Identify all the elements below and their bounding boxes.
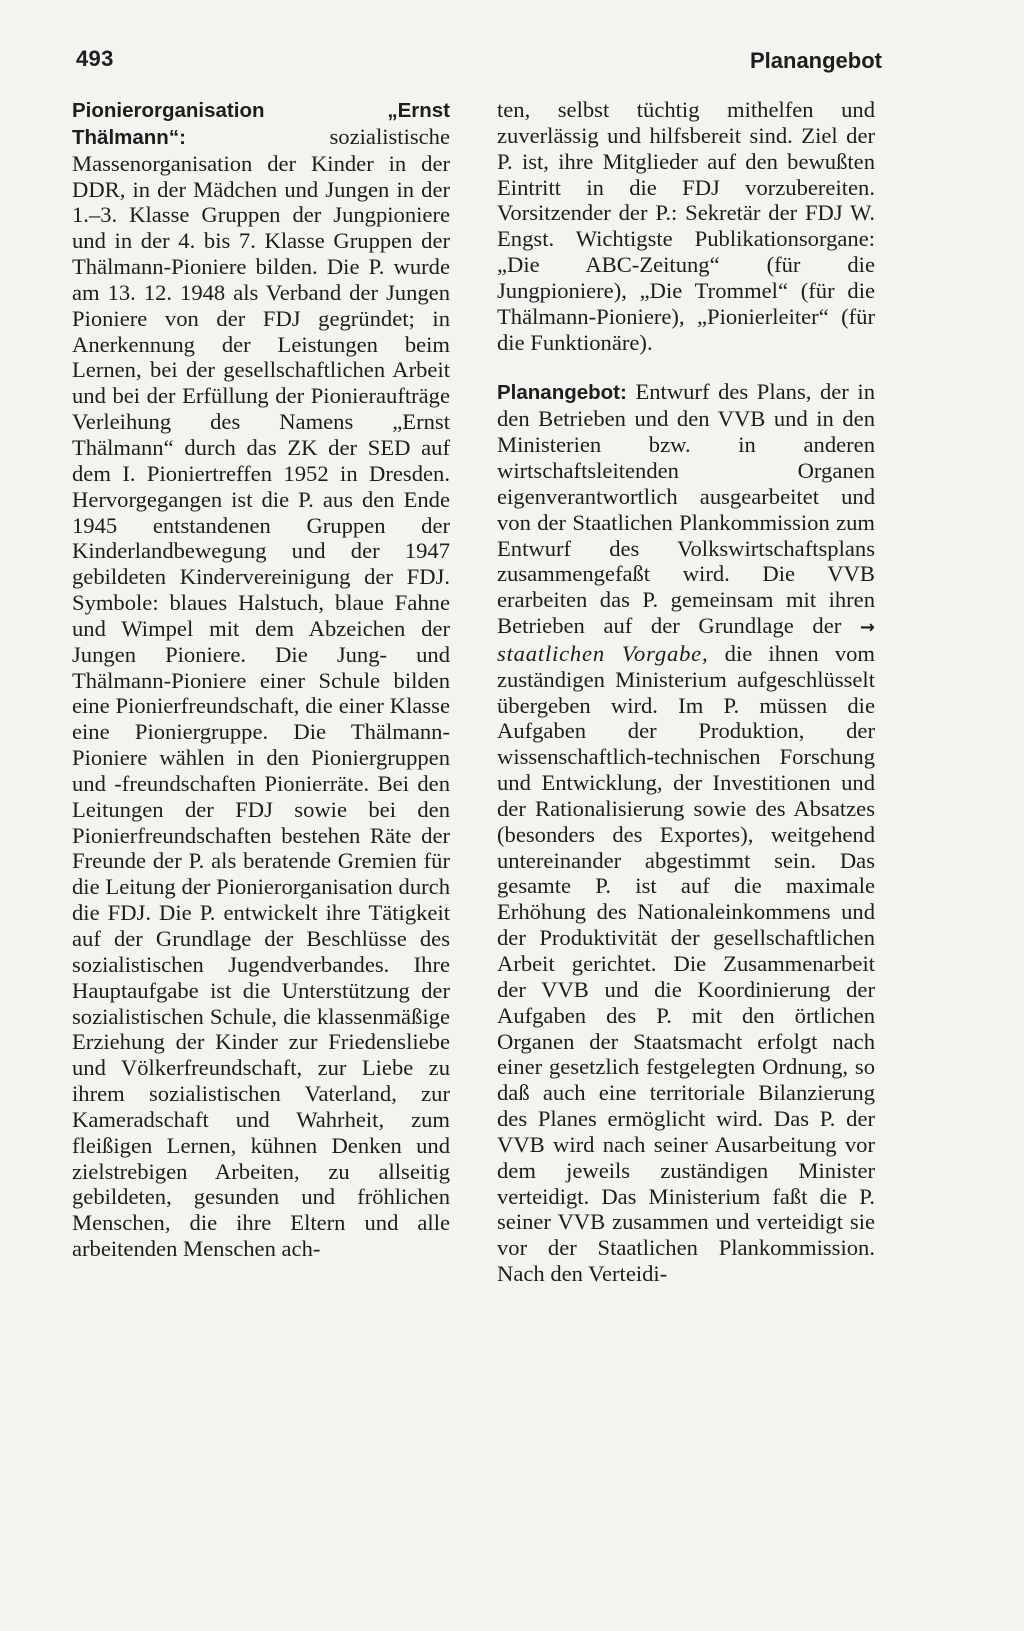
entry-text-part2: die ihnen vom zuständigen Ministerium aufgeschlüsselt übergeben wird. Im P. müssen die Aufgaben der Produktion, der wissenschaftlich-technischen Forschung und Entwicklung, der Investitionen und der Rationalisierung sowie des Absatzes (besonders des Exportes), weitgehend untereinander abgestimmt sein. Das gesamte P. ist auf die maximale Erhöhung des Nationaleinkommens und der Produktivität der gesellschaftlichen Arbeit gerichtet. Die Zusammenarbeit der VVB und die Koordinierung der Aufgaben des P. mit den örtlichen Organen der Staatsmacht erfolgt nach einer gesetzlich festgelegten Ordnung, so daß auch eine territoriale Bilanzierung des Planes ermöglicht wird. Das P. der VVB wird nach seiner Ausarbeitung vor dem jeweils zuständigen Minister verteidigt. Das Ministerium faßt die P. seiner VVB zusammen und verteidigt sie vor der Staatlichen Plankommission. Nach den Verteidi- bbox=[497, 640, 875, 1287]
running-title: Planangebot bbox=[749, 48, 882, 73]
cross-reference-term: staatlichen Vorgabe, bbox=[497, 640, 709, 666]
entry-planangebot bbox=[497, 379, 875, 1287]
cross-reference-arrow-icon: → bbox=[859, 617, 875, 639]
left-column bbox=[72, 97, 450, 1262]
entry-text: sozialistische Massenorganisation der Kinder in der DDR, in der Mädchen und Jungen in der 1.–3. Klasse Gruppen der Jungpioniere und in der 4. bis 7. Klasse Gruppen der Thälmann-Pioniere bilden. Die P. wurde am 13. 12. 1948 als Verband der Jungen Pioniere von der FDJ gegründet; in Anerkennung der Leistungen beim Lernen, bei der gesellschaftlichen Arbeit und bei der Erfüllung der Pionieraufträge Verleihung des Namens „Ernst Thälmann“ durch das ZK der SED auf dem I. Pioniertreffen 1952 in Dresden. Hervorgegangen ist die P. aus den Ende 1945 entstandenen Gruppen der Kinderlandbewegung und der 1947 gebildeten Kindervereinigung der FDJ. Symbole: blaues Halstuch, blaue Fahne und Wimpel mit dem Abzeichen der Jungen Pioniere. Die Jung- und Thälmann-Pioniere einer Schule bilden eine Pionierfreundschaft, die einer Klasse eine Pioniergruppe. Die Thälmann-Pioniere wählen in den Pioniergruppen und -freundschaften Pionierräte. Bei den Leitungen der FDJ sowie bei den Pionierfreundschaften bestehen Räte der Freunde der P. als beratende Gremien für die Leitung der Pionierorganisation durch die FDJ. Die P. entwickelt ihre Tätigkeit auf der Grundlage der Beschlüsse des sozialistischen Jugendverbandes. Ihre Hauptaufgabe ist die Unterstützung der sozialistischen Schule, die klassenmäßige Erziehung der Kinder zur Friedensliebe und Völkerfreundschaft, zur Liebe zu ihrem sozialistischen Vaterland, zur Kameradschaft und Wahrheit, zum fleißigen Lernen, kühnen Denken und zielstrebigen Arbeiten, zu allseitig gebildeten, gesunden und fröhlichen Menschen, die ihre Eltern und alle arbeitenden Menschen ach- bbox=[72, 123, 450, 1262]
entry-text-part1: Entwurf des Plans, der in den Betrieben und den VVB und in den Ministerien bzw. in anderen wirtschaftsleitenden Organen eigenverantwortlich ausgearbeitet und von der Staatlichen Plankommission zum Entwurf des Volkswirtschaftsplans zusammengefaßt wird. Die VVB erarbeiten das P. gemeinsam mit ihren Betrieben auf der Grundlage der bbox=[497, 379, 875, 639]
entry-continuation: ten, selbst tüchtig mithelfen und zuverlässig und hilfsbereit sind. Ziel der P. ist, ihre Mitglieder auf den bewußten Eintritt in die FDJ vorzubereiten. Vorsitzender der P.: Sekretär der FDJ W. Engst. Wichtigste Publikationsorgane: „Die ABC-Zeitung“ (für die Jungpioniere), „Die Trommel“ (für die Thälmann-Pioniere), „Pionierleiter“ (für die Funktionäre). bbox=[497, 97, 875, 355]
page-number: 493 bbox=[76, 46, 114, 71]
entry-term: Pionierorganisation „Ernst Thälmann“: bbox=[72, 99, 450, 149]
paragraph-gap bbox=[497, 355, 875, 379]
right-column bbox=[497, 97, 875, 1287]
entry-pionierorganisation bbox=[72, 97, 450, 1262]
entry-term: Planangebot: bbox=[497, 381, 627, 405]
